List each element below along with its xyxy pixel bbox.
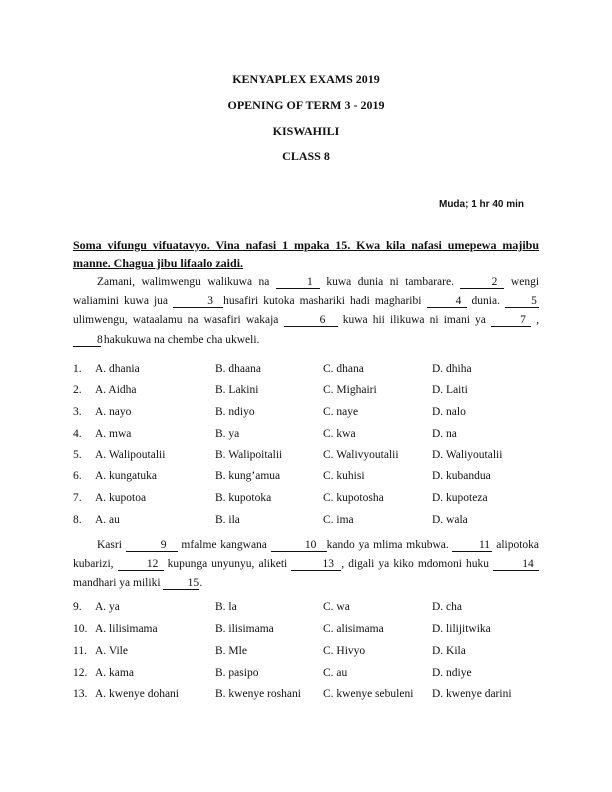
option-a: A. Vile	[95, 645, 128, 657]
blank-1: 1	[276, 276, 320, 289]
option-b: B. kung’amua	[215, 470, 281, 482]
option-d: D. nalo	[432, 406, 466, 418]
instructions: Soma vifungu vifuatavyo. Vina nafasi 1 mpaka 15. Kwa kila nafasi umepewa majibu manne. Chagua jibu lifaalo zaidi.	[73, 238, 539, 270]
blank-10: 10	[271, 539, 327, 552]
question-number: 1.	[73, 363, 82, 375]
option-d: D. Laiti	[432, 384, 468, 396]
blank-5: 5	[505, 295, 539, 308]
option-c: C. kwa	[323, 428, 356, 440]
option-b: B. ndiyo	[215, 406, 255, 418]
passage-text: wengi waliamini kuwa jua	[73, 276, 540, 308]
blank-2: 2	[460, 276, 504, 289]
option-c: C. Hivyo	[323, 645, 366, 657]
option-b: B. dhaana	[215, 363, 261, 375]
option-d: D. kubandua	[432, 470, 491, 482]
question-number: 5.	[73, 449, 82, 461]
option-d: D. Waliyoutalii	[432, 449, 503, 461]
question-row	[73, 667, 543, 683]
option-a: A. mwa	[95, 428, 132, 440]
passage-text: kupunga unyunyu, aliketi	[167, 558, 288, 571]
question-row	[73, 449, 543, 465]
option-c: C. au	[323, 667, 348, 679]
question-number: 6.	[73, 470, 82, 482]
option-b: B. pasipo	[215, 667, 259, 679]
option-c: C. wa	[323, 601, 350, 613]
passage-text: Kasri	[97, 539, 122, 551]
passage-text: husafiri kutoka mashariki hadi magharibi	[223, 295, 422, 308]
option-c: C. dhana	[323, 363, 364, 375]
option-a: A. lilisimama	[95, 623, 158, 635]
blank-12: 12	[118, 558, 164, 571]
question-row	[73, 384, 543, 400]
option-a: A. Walipoutalii	[95, 449, 166, 461]
question-number: 10.	[73, 623, 88, 635]
question-number: 11.	[73, 645, 87, 657]
option-b: B. la	[215, 601, 237, 613]
question-row	[73, 428, 543, 444]
option-a: A. nayo	[95, 406, 132, 418]
blank-7: 7	[491, 314, 531, 327]
question-number: 13.	[73, 688, 88, 700]
passage-text: kando ya mlima mkubwa.	[326, 539, 449, 551]
option-c: C. naye	[323, 406, 359, 418]
blank-14: 14	[493, 558, 539, 571]
passage-1	[73, 273, 539, 350]
option-a: A. kupotoa	[95, 492, 147, 504]
blank-13: 13	[291, 558, 341, 571]
option-a: A. Aidha	[95, 384, 137, 396]
option-c: C. Mighairi	[323, 384, 377, 396]
option-a: A. au	[95, 514, 120, 526]
option-d: D. wala	[432, 514, 468, 526]
question-number: 7.	[73, 492, 82, 504]
question-row	[73, 645, 543, 661]
blank-11: 11	[452, 539, 492, 552]
blank-9: 9	[126, 539, 178, 552]
question-row	[73, 363, 543, 379]
question-row	[73, 406, 543, 422]
subject-title: KISWAHILI	[272, 124, 340, 138]
passage-text: ulimwengu, wataalamu na wasafiri wakaja	[73, 314, 279, 327]
exam-title: KENYAPLEX EXAMS 2019	[232, 72, 380, 86]
blank-6: 6	[284, 314, 338, 327]
term-title: OPENING OF TERM 3 - 2019	[227, 98, 385, 112]
option-b: B. Walipoitalii	[215, 449, 283, 461]
option-b: B. kupotoka	[215, 492, 272, 504]
passage-text: .	[199, 577, 203, 590]
question-number: 3.	[73, 406, 82, 418]
blank-15: 15	[163, 577, 199, 590]
passage-text: dunia.	[471, 295, 500, 308]
passage-text: mfalme kangwana	[181, 539, 267, 551]
passage-text: kuwa hii ilikuwa ni imani ya	[342, 314, 486, 327]
question-number: 9.	[73, 601, 82, 613]
option-b: B. Lakini	[215, 384, 259, 396]
option-d: D. lilijitwika	[432, 623, 491, 635]
option-c: C. alisimama	[323, 623, 384, 635]
option-c: C. kwenye sebuleni	[323, 688, 414, 700]
passage-2	[73, 536, 539, 594]
passage-text: mandhari ya miliki	[73, 577, 161, 590]
question-row	[73, 514, 543, 530]
option-c: C. kuhisi	[323, 470, 365, 482]
question-number: 2.	[73, 384, 82, 396]
option-d: D. kwenye darini	[432, 688, 512, 700]
option-d: D. dhiha	[432, 363, 472, 375]
option-a: A. kama	[95, 667, 134, 679]
passage-text: alipotoka kubarizi,	[73, 539, 540, 571]
option-d: D. cha	[432, 601, 463, 613]
option-b: B. Mle	[215, 645, 247, 657]
option-d: D. Kila	[432, 645, 466, 657]
option-c: C. kupotosha	[323, 492, 384, 504]
passage-text: , digali ya kiko mdomoni huku	[341, 558, 489, 571]
passage-text: kuwa dunia ni tambarare.	[326, 276, 454, 288]
question-row	[73, 601, 543, 617]
passage-text: ,	[536, 314, 540, 327]
option-a: A. kwenye dohani	[95, 688, 179, 700]
option-c: C. ima	[323, 514, 354, 526]
question-row	[73, 623, 543, 639]
blank-3: 3	[173, 295, 223, 308]
passage-text: hakukuwa na chembe cha ukweli.	[103, 333, 260, 346]
question-number: 8.	[73, 514, 82, 526]
blank-8: 8	[73, 334, 101, 347]
option-d: D. ndiye	[432, 667, 472, 679]
question-row	[73, 492, 543, 508]
blank-4: 4	[427, 295, 467, 308]
question-row	[73, 470, 543, 486]
option-a: A. ya	[95, 601, 120, 613]
option-b: B. ilisimama	[215, 623, 274, 635]
option-b: B. kwenye roshani	[215, 688, 301, 700]
option-d: D. na	[432, 428, 457, 440]
question-row	[73, 688, 543, 704]
class-title: CLASS 8	[282, 149, 330, 163]
option-a: A. dhania	[95, 363, 140, 375]
option-d: D. kupoteza	[432, 492, 488, 504]
time-allowed: Muda; 1 hr 40 min	[438, 199, 524, 210]
question-number: 12.	[73, 667, 88, 679]
option-c: C. Walivyoutalii	[323, 449, 399, 461]
question-number: 4.	[73, 428, 82, 440]
option-b: B. ya	[215, 428, 240, 440]
passage-text: Zamani, walimwengu walikuwa na	[97, 276, 270, 288]
option-b: B. ila	[215, 514, 240, 526]
option-a: A. kungatuka	[95, 470, 157, 482]
